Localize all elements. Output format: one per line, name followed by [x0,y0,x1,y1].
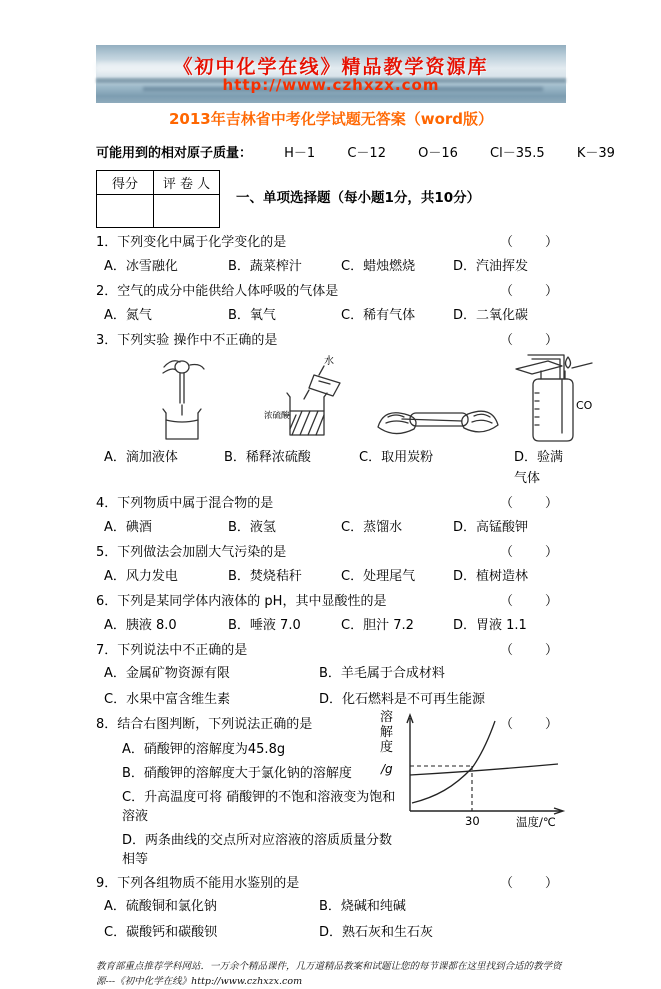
acid-label: 浓硫酸 [264,411,290,421]
kno3-curve [412,721,495,803]
q2-option-b: B．氧气 [228,308,276,323]
gas-full-test-figure [508,345,594,445]
q4-option-c: C．蒸馏水 [341,520,403,535]
q7-option-a: A．金属矿物资源有限 [104,666,230,681]
q2-option-c: C．稀有气体 [341,308,416,323]
carbon-powder-figure [374,389,502,445]
atomic-mass-Cl: Cl－35.5 [490,146,545,161]
grader-cell-label: 评 卷 人 [154,171,220,195]
question-7-text: 7．下列说法中不正确的是 [96,643,248,658]
q9-option-c: C．碳酸钙和碳酸钡 [104,925,218,940]
question-7 [96,640,566,710]
q6-option-b: B．唾液 7.0 [228,618,301,633]
answer-blank-4: （ ） [499,496,560,511]
q8-option-a: A．硝酸钾的溶解度为45.8g [122,742,286,757]
q3-option-d: D．验满气体 [514,450,564,486]
atomic-mass-label: 可能用到的相对原子质量： [96,146,253,161]
q5-option-c: C．处理尾气 [341,569,416,584]
q4-option-b: B．液氢 [228,520,276,535]
water-label: 水 [324,356,334,367]
q2-option-a: A．氮气 [104,308,152,323]
score-cell-label: 得分 [97,171,154,195]
question-8 [96,710,566,869]
question-4 [96,493,566,538]
q9-option-b: B．烧碱和纯碱 [319,899,406,914]
question-3 [96,330,593,489]
footer-text: 教育部重点推荐学科网站．一万余个精品课件，几万道精品教案和试题让您的每节课都在这里找到合适的教学资源---《初中化学在线》http://www.czhxzx.com [96,961,562,987]
dilute-acid-figure [264,353,360,445]
atomic-mass-C: C－12 [347,146,386,161]
co-gas-label: CO [576,399,593,412]
site-name: 《初中化学在线》精品教学资源库 [173,56,489,78]
q1-option-c: C．蜡烛燃烧 [341,259,416,274]
question-1-text: 1．下列变化中属于化学变化的是 [96,235,287,250]
question-5 [96,542,566,587]
answer-blank-3: （ ） [499,333,560,348]
question-8-text: 8．结合右图判断，下列说法正确的是 [96,717,313,732]
question-9 [96,873,566,943]
chart-x-axis-label: 温度/℃ [516,815,556,829]
q8-option-c: C．升高温度可将 硝酸钾的不饱和溶液变为饱和溶液 [122,790,396,824]
question-3-text: 3．下列实验 操作中不正确的是 [96,333,278,348]
question-5-text: 5．下列做法会加剧大气污染的是 [96,545,287,560]
q8-option-d: D．两条曲线的交点所对应溶液的溶质质量分数相等 [122,833,393,867]
answer-blank-5: （ ） [499,545,560,560]
q3-option-b: B．稀释浓硫酸 [224,450,311,465]
q5-option-b: B．焚烧秸秆 [228,569,302,584]
score-table [96,170,220,228]
q6-option-a: A．胰液 8.0 [104,618,177,633]
answer-blank-7: （ ） [499,643,560,658]
q5-option-a: A．风力发电 [104,569,178,584]
answer-blank-2: （ ） [499,284,560,299]
q3-option-a: A．滴加液体 [104,450,178,465]
q2-option-d: D．二氧化碳 [453,308,529,323]
atomic-mass-H: H－1 [284,146,316,161]
answer-blank-9: （ ） [499,876,560,891]
answer-blank-1: （ ） [499,235,560,250]
q4-option-d: D．高锰酸钾 [453,520,529,535]
chart-x-tick-30: 30 [465,814,480,828]
question-4-text: 4．下列物质中属于混合物的是 [96,496,274,511]
q9-option-a: A．硫酸铜和氯化钠 [104,899,217,914]
drop-liquid-figure [130,357,230,445]
q7-option-d: D．化石燃料是不可再生能源 [319,692,486,707]
q7-option-c: C．水果中富含维生素 [104,692,231,707]
answer-blank-6: （ ） [499,594,560,609]
q1-option-b: B．蔬菜榨汁 [228,259,302,274]
page-title: 2013年吉林省中考化学试题无答案（word版） [168,110,494,128]
grader-cell-blank [154,195,220,228]
question-1 [96,232,566,277]
chart-y-axis-label: 溶解度 [380,710,394,755]
q3-option-c: C．取用炭粉 [359,450,434,465]
atomic-mass-K: K－39 [576,146,615,161]
q4-option-a: A．碘酒 [104,520,152,535]
chart-y-axis-unit: /g [381,762,393,776]
question-2-text: 2．空气的成分中能供给人体呼吸的气体是 [96,284,339,299]
atomic-mass-line [96,142,615,161]
answer-blank-8: （ ） [499,717,560,732]
site-url-link[interactable]: http://www.czhxzx.com [222,76,440,94]
q5-option-d: D．植树造林 [453,569,529,584]
q7-option-b: B．羊毛属于合成材料 [319,666,445,681]
q6-option-c: C．胆汁 7.2 [341,618,414,633]
solubility-chart [380,710,570,834]
question-6-text: 6．下列是某同学体内液体的 pH，其中显酸性的是 [96,594,387,609]
atomic-mass-O: O－16 [418,146,458,161]
q1-option-a: A．冰雪融化 [104,259,178,274]
q6-option-d: D．胃液 1.1 [453,618,527,633]
q1-option-d: D．汽油挥发 [453,259,529,274]
site-banner [96,45,566,103]
score-cell-blank [97,195,154,228]
question-9-text: 9．下列各组物质不能用水鉴别的是 [96,876,300,891]
question-2 [96,281,566,326]
section-title: 一、单项选择题（每小题1分，共10分） [236,190,481,206]
question-6 [96,591,566,636]
q8-option-b: B．硝酸钾的溶解度大于氯化钠的溶解度 [122,766,352,781]
q9-option-d: D．熟石灰和生石灰 [319,925,434,940]
